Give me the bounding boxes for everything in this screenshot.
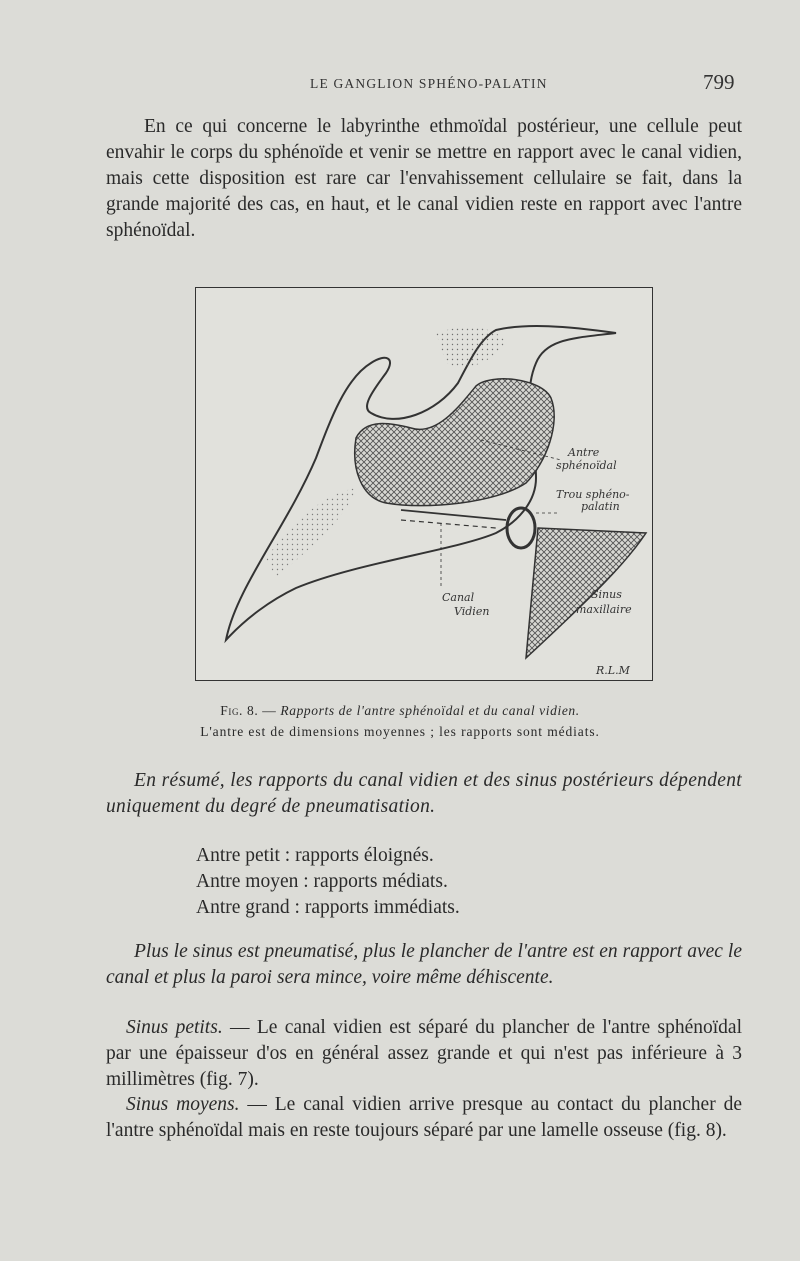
figure-title: Rapports de l'antre sphénoïdal et du canal vidien.: [280, 703, 580, 718]
sinus-petits-lead: Sinus petits.: [126, 1017, 223, 1038]
vidian-canal: [401, 510, 506, 520]
paragraph-sinus-petits: [106, 1015, 742, 1093]
ratios-list: [196, 843, 460, 921]
label-sinus: Sinus: [591, 588, 622, 601]
label-trou: Trou sphéno-: [556, 488, 630, 501]
running-title: LE GANGLION SPHÉNO-PALATIN: [310, 76, 548, 91]
sinus-moyens-text: — Le canal vidien arrive presque au contact du plancher de l'antre sphénoïdal mais en reste toujours séparé par une lamelle osseuse (fig. 8).: [106, 1094, 742, 1141]
ratio-medium: Antre moyen : rapports médiats.: [196, 871, 448, 892]
anatomical-diagram: [196, 288, 652, 680]
ratio-small: Antre petit : rapports éloignés.: [196, 845, 434, 866]
label-maxillaire: maxillaire: [576, 603, 632, 616]
label-palatin: palatin: [581, 500, 620, 513]
sinus-moyens-lead: Sinus moyens.: [126, 1094, 240, 1115]
maxillary-sinus: [526, 528, 646, 658]
page-header: [0, 68, 800, 98]
paragraph-ethmoid: En ce qui concerne le labyrinthe ethmoïdal postérieur, une cellule peut envahir le corps du sphénoïde et venir se mettre en rapport avec le canal vidien, mais cette disposition est rare car l'envahissement cellulaire se fait, dans la grande majorité des cas, en haut, et le canal vidien reste en rapport avec l'antre sphénoïdal.: [106, 116, 742, 241]
label-spheno: sphénoïdal: [556, 459, 617, 472]
illustrator-signature: R.L.M: [596, 664, 630, 677]
label-canal: Canal: [442, 591, 475, 604]
ratio-large: Antre grand : rapports immédiats.: [196, 897, 460, 918]
paragraph-resume: En résumé, les rapports du canal vidien et des sinus postérieurs dépendent uniquement du degré de pneumatisation.: [106, 770, 742, 817]
sphenoid-sinus: [355, 379, 554, 506]
figure-label: Fig. 8. —: [220, 703, 277, 718]
sinus-petits-text: — Le canal vidien est séparé du plancher de l'antre sphénoïdal par une épaisseur d'os en général assez grande et qui n'est pas inférieure à 3 millimètres (fig. 7).: [106, 1017, 742, 1090]
label-antre: Antre: [568, 446, 600, 459]
figure-note: L'antre est de dimensions moyennes ; les rapports sont médiats.: [200, 724, 600, 739]
paragraph-plus-sinus: Plus le sinus est pneumatisé, plus le plancher de l'antre est en rapport avec le canal et plus la paroi sera mince, voire même déhiscente.: [106, 941, 742, 988]
page-number: 799: [703, 70, 735, 94]
figure-8: [195, 287, 653, 681]
figure-caption: [0, 703, 800, 719]
paragraph-sinus-moyens: [106, 1092, 742, 1144]
label-vidien: Vidien: [454, 605, 490, 618]
